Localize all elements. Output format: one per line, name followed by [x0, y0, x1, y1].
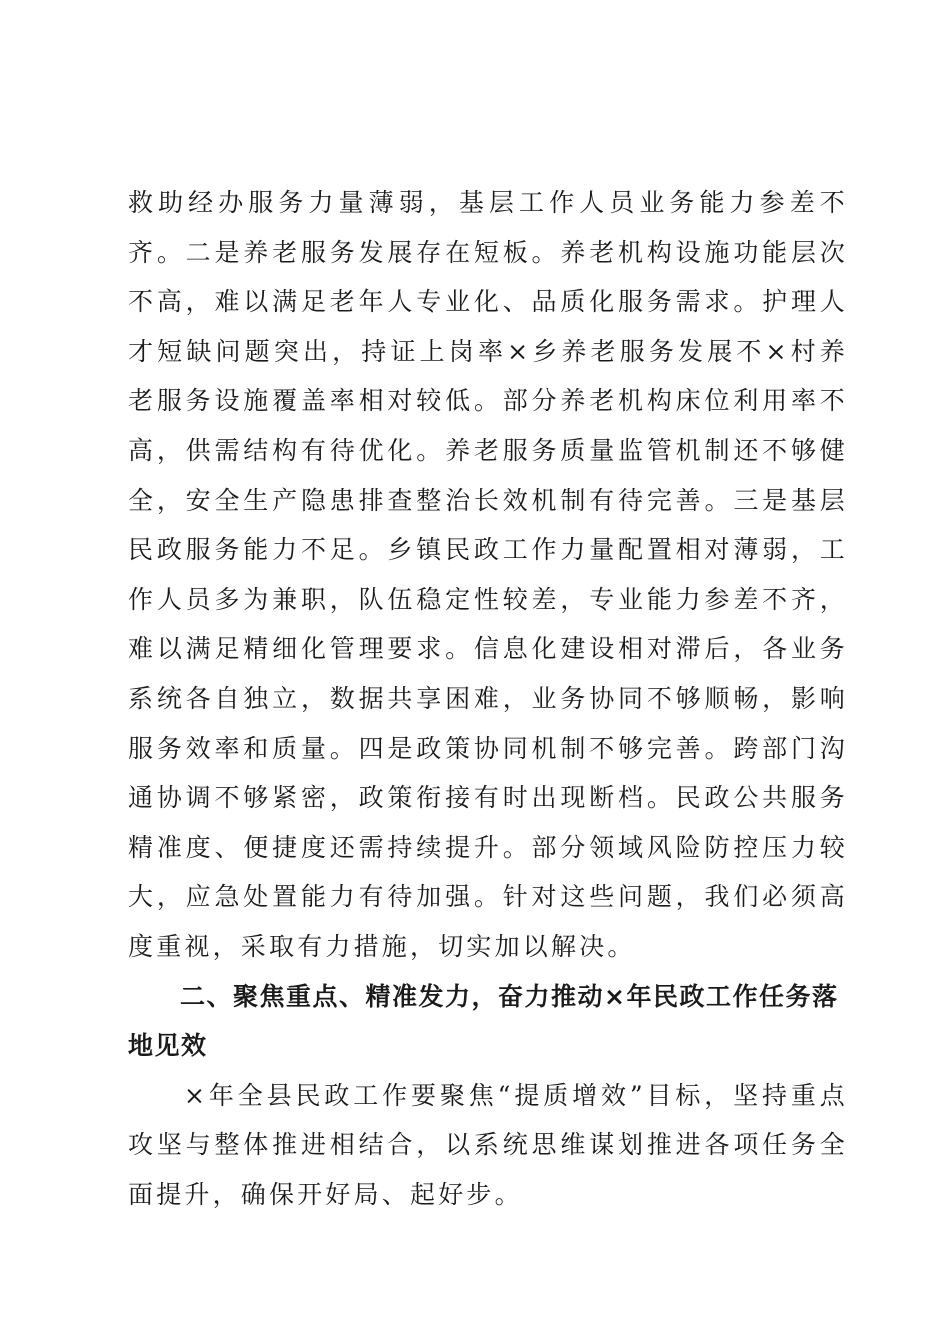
- document-body: [128, 178, 848, 1219]
- section-heading-two: 二、聚焦重点、精准发力，奋力推动×年民政工作任务落地见效: [128, 981, 839, 1061]
- body-paragraph-goals: ×年全县民政工作要聚焦“提质增效”目标，坚持重点攻坚与整体推进相结合，以系统思维谋划推进各项任务全面提升，确保开好局、起好步。: [128, 1080, 848, 1209]
- body-paragraph-problems: 救助经办服务力量薄弱，基层工作人员业务能力参差不齐。二是养老服务发展存在短板。养老机构设施功能层次不高，难以满足老年人专业化、品质化服务需求。护理人才短缺问题突出，持证上岗率×乡养老服务发展不×村养老服务设施覆盖率相对较低。部分养老机构床位利用率不高，供需结构有待优化。养老服务质量监管机制还不够健全，安全生产隐患排查整治长效机制有待完善。三是基层民政服务能力不足。乡镇民政工作力量配置相对薄弱，工作人员多为兼职，队伍稳定性较差，专业能力参差不齐，难以满足精细化管理要求。信息化建设相对滞后，各业务系统各自独立，数据共享困难，业务协同不够顺畅，影响服务效率和质量。四是政策协同机制不够完善。跨部门沟通协调不够紧密，政策衔接有时出现断档。民政公共服务精准度、便捷度还需持续提升。部分领域风险防控压力较大，应急处置能力有待加强。针对这些问题，我们必须高度重视，采取有力措施，切实加以解决。: [128, 188, 848, 961]
